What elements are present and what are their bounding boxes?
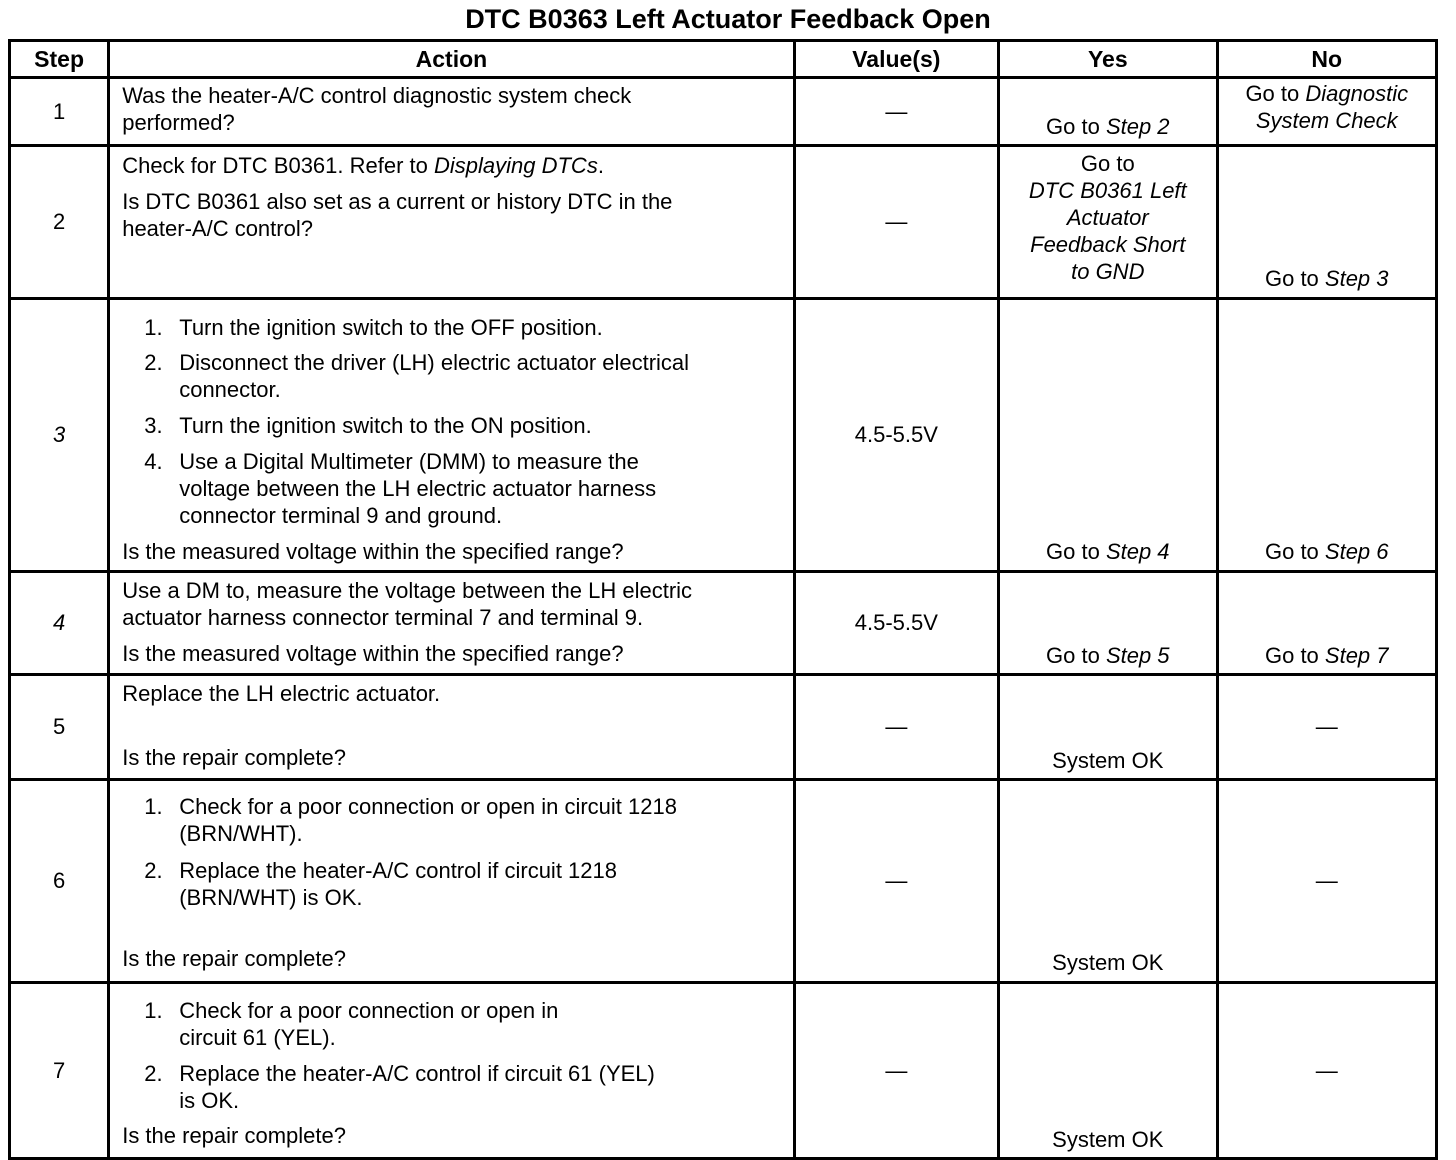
list-text: Turn the ignition switch to the ON position. bbox=[179, 413, 592, 438]
table-row bbox=[10, 572, 1437, 675]
value-cell: — bbox=[794, 675, 998, 780]
no-cell bbox=[1217, 299, 1436, 572]
action-line: Check for DTC B0361. Refer to bbox=[122, 153, 434, 178]
list-text: Replace the heater-A/C control if circuit 61 (YEL) bbox=[179, 1061, 655, 1086]
table-row bbox=[10, 78, 1437, 146]
diagnostic-table bbox=[8, 39, 1438, 1160]
yes-cell bbox=[999, 572, 1217, 675]
no-cell bbox=[1217, 675, 1436, 780]
value-cell: — bbox=[794, 146, 998, 299]
value-cell: 4.5-5.5V bbox=[794, 572, 998, 675]
yes-cell bbox=[999, 780, 1217, 983]
action-list-item bbox=[144, 349, 786, 403]
table-header-row bbox=[10, 41, 1437, 78]
value-cell: 4.5-5.5V bbox=[794, 299, 998, 572]
step-number: 7 bbox=[10, 983, 109, 1159]
yes-link[interactable] bbox=[1000, 113, 1215, 140]
no-target: System Check bbox=[1255, 108, 1398, 133]
action-text bbox=[122, 152, 786, 179]
action-cell bbox=[109, 299, 794, 572]
action-list-item bbox=[144, 857, 786, 911]
yes-target: Step 2 bbox=[1105, 114, 1170, 139]
yes-link[interactable] bbox=[1000, 642, 1215, 669]
table-row bbox=[10, 299, 1437, 572]
table-row bbox=[10, 675, 1437, 780]
action-cell bbox=[109, 146, 794, 299]
list-text: (BRN/WHT) is OK. bbox=[179, 885, 363, 910]
action-question bbox=[122, 188, 786, 242]
yes-text: Go to bbox=[1046, 539, 1106, 564]
action-line: performed? bbox=[122, 110, 235, 135]
step-number: 6 bbox=[10, 780, 109, 983]
yes-link[interactable] bbox=[1000, 538, 1215, 565]
action-question: Is the repair complete? bbox=[122, 946, 346, 971]
action-list-item bbox=[144, 412, 786, 439]
action-list-item bbox=[144, 1060, 786, 1114]
list-number: 2. bbox=[144, 1061, 163, 1086]
step-number: 2 bbox=[10, 146, 109, 299]
no-result: — bbox=[1315, 868, 1338, 893]
action-line: Was the heater-A/C control diagnostic system check bbox=[122, 83, 632, 108]
action-question: Is the measured voltage within the specified range? bbox=[122, 539, 624, 564]
yes-result: System OK bbox=[1052, 748, 1164, 773]
no-link[interactable] bbox=[1219, 642, 1435, 669]
no-text: Go to bbox=[1264, 643, 1325, 668]
no-link[interactable] bbox=[1219, 265, 1435, 292]
list-text: Check for a poor connection or open in bbox=[179, 998, 559, 1023]
action-question bbox=[122, 82, 786, 136]
no-link[interactable] bbox=[1219, 80, 1435, 134]
yes-target: Step 5 bbox=[1105, 643, 1170, 668]
action-question: Is the repair complete? bbox=[122, 1123, 346, 1148]
action-cell bbox=[109, 983, 794, 1159]
step-number: 5 bbox=[10, 675, 109, 780]
no-text: Go to bbox=[1264, 539, 1325, 564]
no-cell bbox=[1217, 572, 1436, 675]
no-target: Step 6 bbox=[1324, 539, 1389, 564]
step-number: 3 bbox=[10, 299, 109, 572]
no-cell bbox=[1217, 146, 1436, 299]
no-text: Go to bbox=[1264, 266, 1325, 291]
list-number: 1. bbox=[144, 315, 163, 340]
yes-target: Step 4 bbox=[1105, 539, 1170, 564]
action-cell bbox=[109, 78, 794, 146]
no-result: — bbox=[1315, 714, 1338, 739]
no-target: Step 7 bbox=[1324, 643, 1389, 668]
no-text: Go to bbox=[1245, 81, 1306, 106]
header-step: Step bbox=[10, 41, 109, 78]
list-number: 2. bbox=[144, 858, 163, 883]
action-cell bbox=[109, 780, 794, 983]
yes-cell bbox=[999, 299, 1217, 572]
yes-target: DTC B0361 Left bbox=[1028, 178, 1187, 203]
action-cell bbox=[109, 572, 794, 675]
yes-cell bbox=[999, 983, 1217, 1159]
page-title: DTC B0363 Left Actuator Feedback Open bbox=[465, 4, 991, 34]
list-text: connector terminal 9 and ground. bbox=[179, 503, 503, 528]
no-link[interactable] bbox=[1219, 538, 1435, 565]
action-line: . bbox=[597, 153, 604, 178]
action-list-item bbox=[144, 793, 786, 847]
yes-text: Go to bbox=[1080, 151, 1135, 176]
step-number: 4 bbox=[10, 572, 109, 675]
header-action: Action bbox=[109, 41, 794, 78]
action-line: Is DTC B0361 also set as a current or history DTC in the bbox=[122, 189, 673, 214]
list-text: circuit 61 (YEL). bbox=[179, 1025, 336, 1050]
yes-link[interactable] bbox=[1000, 150, 1215, 285]
action-text: Replace the LH electric actuator. bbox=[122, 681, 441, 706]
list-text: Replace the heater-A/C control if circuit 1218 bbox=[179, 858, 617, 883]
yes-result: System OK bbox=[1052, 1127, 1164, 1152]
list-text: is OK. bbox=[179, 1088, 240, 1113]
action-list-item bbox=[144, 448, 786, 529]
no-target: Diagnostic bbox=[1305, 81, 1409, 106]
list-text: Disconnect the driver (LH) electric actuator electrical bbox=[179, 350, 690, 375]
list-number: 1. bbox=[144, 998, 163, 1023]
action-reference: Displaying DTCs bbox=[434, 153, 598, 178]
table-row bbox=[10, 983, 1437, 1159]
action-cell bbox=[109, 675, 794, 780]
value-cell: — bbox=[794, 78, 998, 146]
no-cell bbox=[1217, 983, 1436, 1159]
no-cell bbox=[1217, 78, 1436, 146]
yes-cell bbox=[999, 146, 1217, 299]
value-cell: — bbox=[794, 983, 998, 1159]
action-text bbox=[122, 577, 786, 631]
list-text: Turn the ignition switch to the OFF position. bbox=[179, 315, 603, 340]
no-result: — bbox=[1315, 1057, 1338, 1083]
header-no: No bbox=[1217, 41, 1436, 78]
action-line: actuator harness connector terminal 7 and terminal 9. bbox=[122, 605, 644, 630]
action-line: Use a DM to, measure the voltage between the LH electric bbox=[122, 578, 693, 603]
no-target: Step 3 bbox=[1324, 266, 1389, 291]
list-text: Use a Digital Multimeter (DMM) to measure the bbox=[179, 449, 639, 474]
list-number: 2. bbox=[144, 350, 163, 375]
table-row bbox=[10, 780, 1437, 983]
yes-cell bbox=[999, 78, 1217, 146]
action-question: Is the measured voltage within the specified range? bbox=[122, 641, 624, 666]
list-number: 4. bbox=[144, 449, 163, 474]
yes-text: Go to bbox=[1046, 643, 1106, 668]
action-list-item bbox=[144, 314, 786, 341]
list-number: 3. bbox=[144, 413, 163, 438]
action-line: heater-A/C control? bbox=[122, 216, 313, 241]
list-text: voltage between the LH electric actuator harness bbox=[179, 476, 657, 501]
header-yes: Yes bbox=[999, 41, 1217, 78]
yes-cell bbox=[999, 675, 1217, 780]
list-text: (BRN/WHT). bbox=[179, 821, 303, 846]
step-number: 1 bbox=[10, 78, 109, 146]
header-values: Value(s) bbox=[794, 41, 998, 78]
yes-target: Actuator bbox=[1066, 205, 1149, 230]
value-cell: — bbox=[794, 780, 998, 983]
list-text: Check for a poor connection or open in circuit 1218 bbox=[179, 794, 677, 819]
yes-text: Go to bbox=[1046, 114, 1106, 139]
no-cell bbox=[1217, 780, 1436, 983]
yes-target: to GND bbox=[1071, 259, 1145, 284]
action-question: Is the repair complete? bbox=[122, 745, 346, 770]
list-number: 1. bbox=[144, 794, 163, 819]
list-text: connector. bbox=[179, 377, 281, 402]
yes-target: Feedback Short bbox=[1030, 232, 1186, 257]
yes-result: System OK bbox=[1052, 950, 1164, 975]
action-list-item bbox=[144, 997, 786, 1051]
table-row bbox=[10, 146, 1437, 299]
